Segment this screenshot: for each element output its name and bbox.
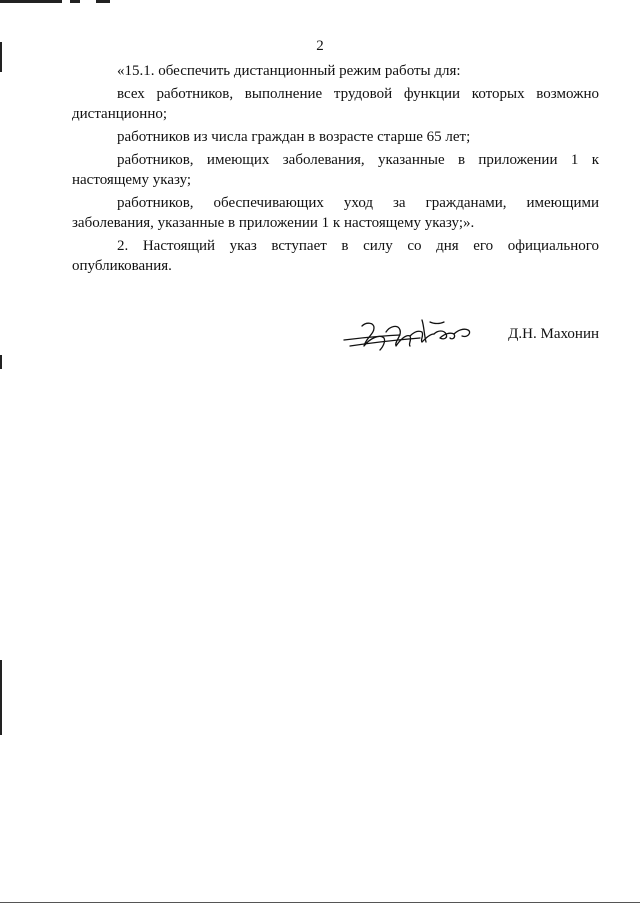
paragraph: работников, имеющих заболевания, указанные в приложении 1 к настоящему указу; [72,152,599,188]
scan-mark-left [0,660,2,735]
paragraph: работников из числа граждан в возрасте старше 65 лет; [117,129,471,145]
paragraph: всех работников, выполнение трудовой функции которых возможно дистанционно; [72,86,599,122]
scan-mark-top [70,0,80,3]
paragraph: работников, обеспечивающих уход за гражданами, имеющими заболевания, указанные в приложении 1 к настоящему указу;». [72,195,599,231]
page-number: 2 [316,38,324,54]
decree-text [72,61,599,279]
handwritten-signature [340,312,478,356]
signature-block [340,312,605,362]
scan-mark-bottom [0,902,640,903]
scan-mark-top [96,0,110,3]
paragraph: «15.1. обеспечить дистанционный режим работы для: [117,63,461,79]
signer-name: Д.Н. Махонин [508,326,599,342]
paragraph: 2. Настоящий указ вступает в силу со дня его официального опубликования. [72,238,599,274]
scan-mark-top [0,0,62,3]
scan-mark-left [0,355,2,369]
